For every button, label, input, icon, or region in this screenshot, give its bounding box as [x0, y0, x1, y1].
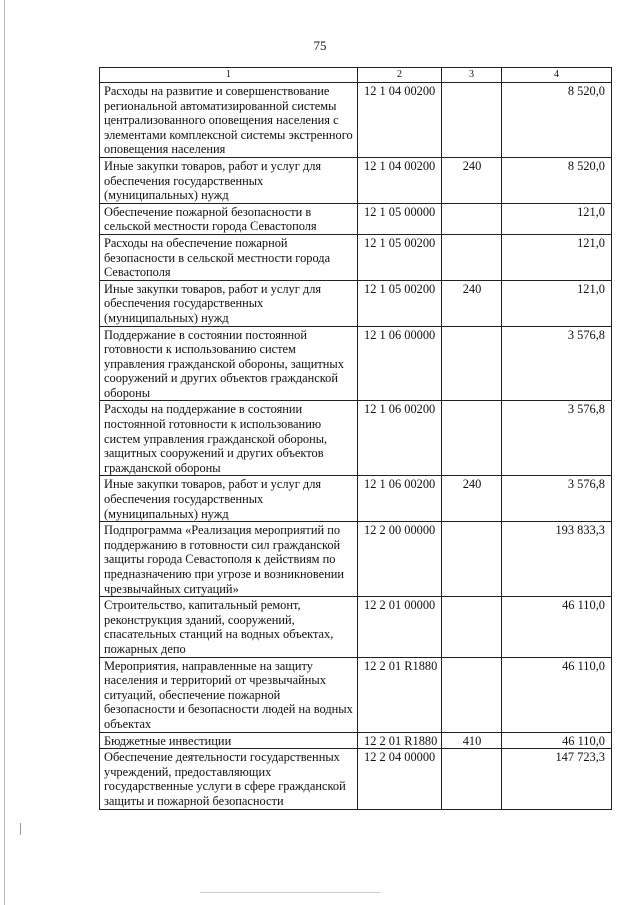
scan-margin-line	[4, 0, 5, 905]
row-name-cell: Иные закупки товаров, работ и услуг для обеспечения государственных (муниципальных) нужд	[100, 476, 358, 522]
row-name-cell: Бюджетные инвестиции	[100, 732, 358, 749]
row-type-cell	[442, 326, 502, 401]
row-code-cell: 12 1 04 00200	[358, 157, 442, 203]
row-type-cell	[442, 83, 502, 158]
header-col-2: 2	[358, 68, 442, 83]
row-sum-cell: 8 520,0	[502, 157, 612, 203]
row-sum-cell: 46 110,0	[502, 597, 612, 657]
table-row	[100, 326, 612, 401]
table-header-row	[100, 68, 612, 83]
row-code-cell: 12 1 05 00000	[358, 203, 442, 234]
row-type-cell	[442, 749, 502, 809]
row-name-cell: Иные закупки товаров, работ и услуг для обеспечения государственных (муниципальных) нужд	[100, 280, 358, 326]
table-body	[100, 83, 612, 810]
scan-artifact-mark	[20, 823, 21, 835]
row-type-cell: 240	[442, 280, 502, 326]
row-code-cell: 12 1 05 00200	[358, 234, 442, 280]
header-col-3: 3	[442, 68, 502, 83]
table-row	[100, 234, 612, 280]
header-col-4: 4	[502, 68, 612, 83]
row-code-cell: 12 1 04 00200	[358, 83, 442, 158]
row-code-cell: 12 2 01 R1880	[358, 657, 442, 732]
row-code-cell: 12 1 06 00200	[358, 401, 442, 476]
row-code-cell: 12 2 01 00000	[358, 597, 442, 657]
row-name-cell: Обеспечение пожарной безопасности в сельской местности города Севастополя	[100, 203, 358, 234]
row-name-cell: Расходы на поддержание в состоянии постоянной готовности к использованию систем управления гражданской обороны, защитных сооружений и других объектов гражданской обороны	[100, 401, 358, 476]
row-type-cell	[442, 401, 502, 476]
row-sum-cell: 193 833,3	[502, 522, 612, 597]
row-sum-cell: 121,0	[502, 280, 612, 326]
row-sum-cell: 121,0	[502, 203, 612, 234]
row-name-cell: Поддержание в состоянии постоянной готовности к использованию систем управления гражданской обороны, защитных сооружений и других объектов гражданской обороны	[100, 326, 358, 401]
row-sum-cell: 3 576,8	[502, 326, 612, 401]
row-name-cell: Иные закупки товаров, работ и услуг для обеспечения государственных (муниципальных) нужд	[100, 157, 358, 203]
table-row	[100, 749, 612, 809]
row-sum-cell: 46 110,0	[502, 657, 612, 732]
row-sum-cell: 46 110,0	[502, 732, 612, 749]
row-type-cell: 240	[442, 476, 502, 522]
header-col-1: 1	[100, 68, 358, 83]
table-row	[100, 280, 612, 326]
table-row	[100, 203, 612, 234]
table-row	[100, 476, 612, 522]
row-sum-cell: 121,0	[502, 234, 612, 280]
table-row	[100, 83, 612, 158]
row-sum-cell: 147 723,3	[502, 749, 612, 809]
row-code-cell: 12 1 05 00200	[358, 280, 442, 326]
row-sum-cell: 3 576,8	[502, 401, 612, 476]
row-name-cell: Обеспечение деятельности государственных учреждений, предоставляющих государственные услуги в сфере гражданской защиты и пожарной безопасности	[100, 749, 358, 809]
table-row	[100, 401, 612, 476]
table-row	[100, 732, 612, 749]
row-name-cell: Мероприятия, направленные на защиту населения и территорий от чрезвычайных ситуаций, обеспечение пожарной безопасности и безопасности людей на водных объектах	[100, 657, 358, 732]
row-code-cell: 12 2 04 00000	[358, 749, 442, 809]
table-row	[100, 597, 612, 657]
budget-table	[99, 67, 612, 810]
row-name-cell: Строительство, капитальный ремонт, реконструкция зданий, сооружений, спасательных станций на водных объектах, пожарных депо	[100, 597, 358, 657]
table-row	[100, 657, 612, 732]
row-code-cell: 12 1 06 00000	[358, 326, 442, 401]
row-type-cell	[442, 657, 502, 732]
row-type-cell	[442, 597, 502, 657]
row-name-cell: Расходы на развитие и совершенствование региональной автоматизированной системы централизованного оповещения населения с элементами комплексной системы экстренного оповещения населения	[100, 83, 358, 158]
row-type-cell: 240	[442, 157, 502, 203]
row-code-cell: 12 1 06 00200	[358, 476, 442, 522]
row-type-cell	[442, 203, 502, 234]
row-name-cell: Расходы на обеспечение пожарной безопасности в сельской местности города Севастополя	[100, 234, 358, 280]
page-number: 75	[313, 38, 327, 53]
row-type-cell: 410	[442, 732, 502, 749]
row-code-cell: 12 2 00 00000	[358, 522, 442, 597]
row-code-cell: 12 2 01 R1880	[358, 732, 442, 749]
table-row	[100, 522, 612, 597]
row-sum-cell: 8 520,0	[502, 83, 612, 158]
row-type-cell	[442, 522, 502, 597]
scan-bottom-mark	[200, 892, 380, 893]
row-name-cell: Подпрограмма «Реализация мероприятий по поддержанию в готовности сил гражданской защиты города Севастополя к действиям по предназначению при угрозе и возникновении чрезвычайных ситуаций»	[100, 522, 358, 597]
row-type-cell	[442, 234, 502, 280]
table-row	[100, 157, 612, 203]
row-sum-cell: 3 576,8	[502, 476, 612, 522]
